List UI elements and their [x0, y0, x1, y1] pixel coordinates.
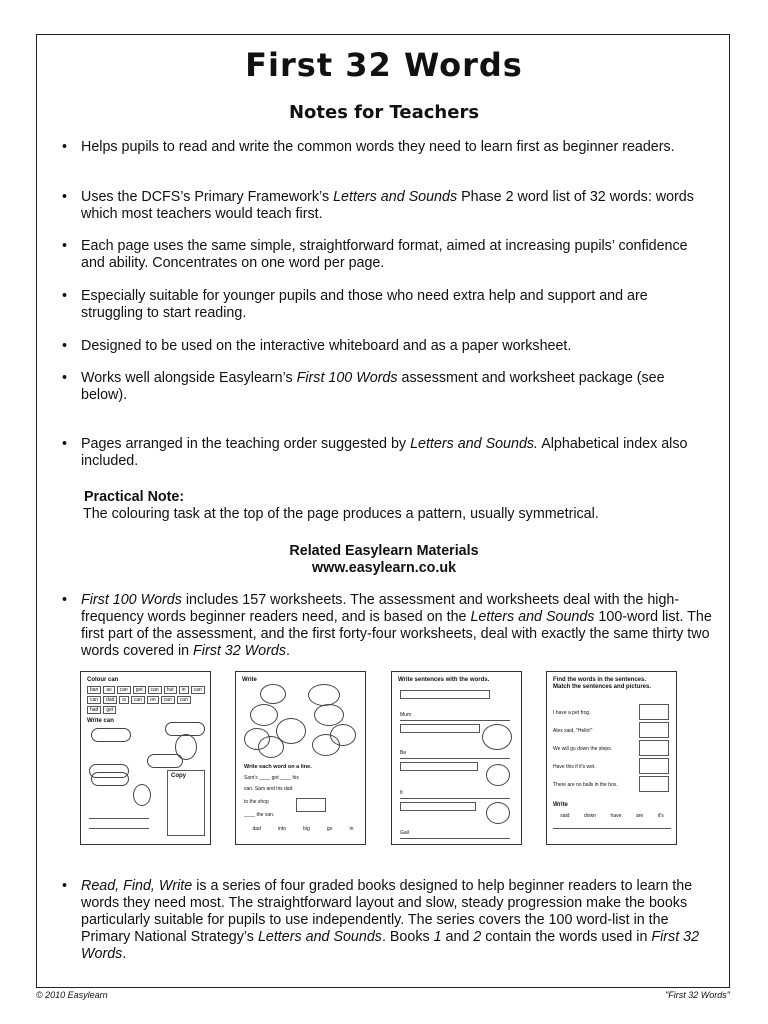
worksheet-thumbnail-2: Write Write each word on a line. Sam's ____ got ____ his van. Sam and his dad to the shop ____ the van. dad into big go in — [235, 671, 366, 845]
thumbnail-title: Write sentences with the words. — [398, 677, 490, 683]
word-bank: dad into big go in — [252, 826, 354, 832]
thumbnail-title: Colour can — [87, 677, 119, 683]
word-bank: said down have are it's — [560, 813, 664, 819]
bullet-text: Each page uses the same simple, straightforward format, aimed at increasing pupils’ confidence and ability. Concentrates on one word per page. — [81, 238, 688, 271]
worksheet-thumbnail-1 — [80, 671, 211, 845]
speech-bubble — [91, 728, 131, 742]
worksheet-thumbnail-4: Find the words in the sentences. Match the sentences and pictures. I have a pet frog. Alex said, "Hello!" We will go down the steps. Have this if it's wet. There are no balls in the box. Write said down have are it's — [546, 671, 677, 845]
thumbnail-subtitle: Write each word on a line. — [244, 764, 312, 770]
practical-note — [84, 489, 704, 523]
write-label: Write can — [87, 718, 114, 724]
related-url[interactable]: www.easylearn.co.uk — [311, 560, 457, 576]
bullet-text: Works well alongside Easylearn’s First 100 Words assessment and worksheet package (see below). — [81, 370, 665, 403]
page-title: First 32 Words — [245, 46, 523, 84]
footer-copyright: © 2010 Easylearn — [36, 990, 108, 1000]
bullet-icon: • — [62, 592, 68, 608]
bullet-icon: • — [62, 878, 68, 894]
footer-title: "First 32 Words" — [665, 990, 730, 1000]
bullet-text: First 100 Words includes 157 worksheets. The assessment and worksheets deal with the high-frequency words beginner readers need, and is based on the Letters and Sounds 100-word list. The first part of the assessment, and the first forty-four worksheets, deal with exactly the same thirty two words covered in First 32 Words. — [81, 592, 712, 659]
page-subtitle: Notes for Teachers — [288, 102, 480, 123]
worksheet-thumbnail-3: Write sentences with the words. Mum Be It Gail — [391, 671, 522, 845]
speech-bubble — [91, 772, 129, 786]
bullet-icon: • — [62, 139, 68, 155]
word-grid: ban as can got can hut in can can dad is can on can can had get — [87, 686, 205, 714]
thumbnail-title: Find the words in the sentences. — [553, 677, 647, 683]
bullet-icon: • — [62, 288, 68, 304]
bullet-icon: • — [62, 189, 68, 205]
van-illustration — [296, 798, 326, 812]
practical-note-heading: Practical Note: — [84, 489, 185, 505]
bullet-icon: • — [62, 238, 68, 254]
bullet-icon: • — [62, 436, 68, 452]
bullet-text: Uses the DCFS’s Primary Framework’s Letters and Sounds Phase 2 word list of 32 words: words which most teachers would teach first. — [81, 189, 694, 222]
bullet-text: Read, Find, Write is a series of four graded books designed to help beginner readers to learn the words they need most. The straightforward layout and slow, steady progression make the books particularly suitable for pupils to use independently. The series covers the 100 word-list in the Primary National Strategy’s Letters and Sounds. Books 1 and 2 contain the words used in First 32 Words. — [81, 878, 700, 962]
thumbnail-title: Write — [242, 677, 257, 683]
related-heading: Related Easylearn Materials — [289, 543, 479, 559]
bullet-text: Helps pupils to read and write the common words they need to learn first as beginner readers. — [81, 139, 675, 155]
bullet-text: Especially suitable for younger pupils and those who need extra help and support and are struggling to start reading. — [81, 288, 648, 321]
bullet-icon: • — [62, 370, 68, 386]
practical-note-text: The colouring task at the top of the page produces a pattern, usually symmetrical. — [83, 506, 599, 522]
bullet-text: Pages arranged in the teaching order suggested by Letters and Sounds. Alphabetical index also included. — [81, 436, 688, 469]
child-illustration — [175, 734, 197, 760]
child-illustration — [133, 784, 151, 806]
copy-box: Copy — [167, 770, 205, 836]
bullet-icon: • — [62, 338, 68, 354]
bullet-text: Designed to be used on the interactive whiteboard and as a paper worksheet. — [81, 338, 572, 354]
